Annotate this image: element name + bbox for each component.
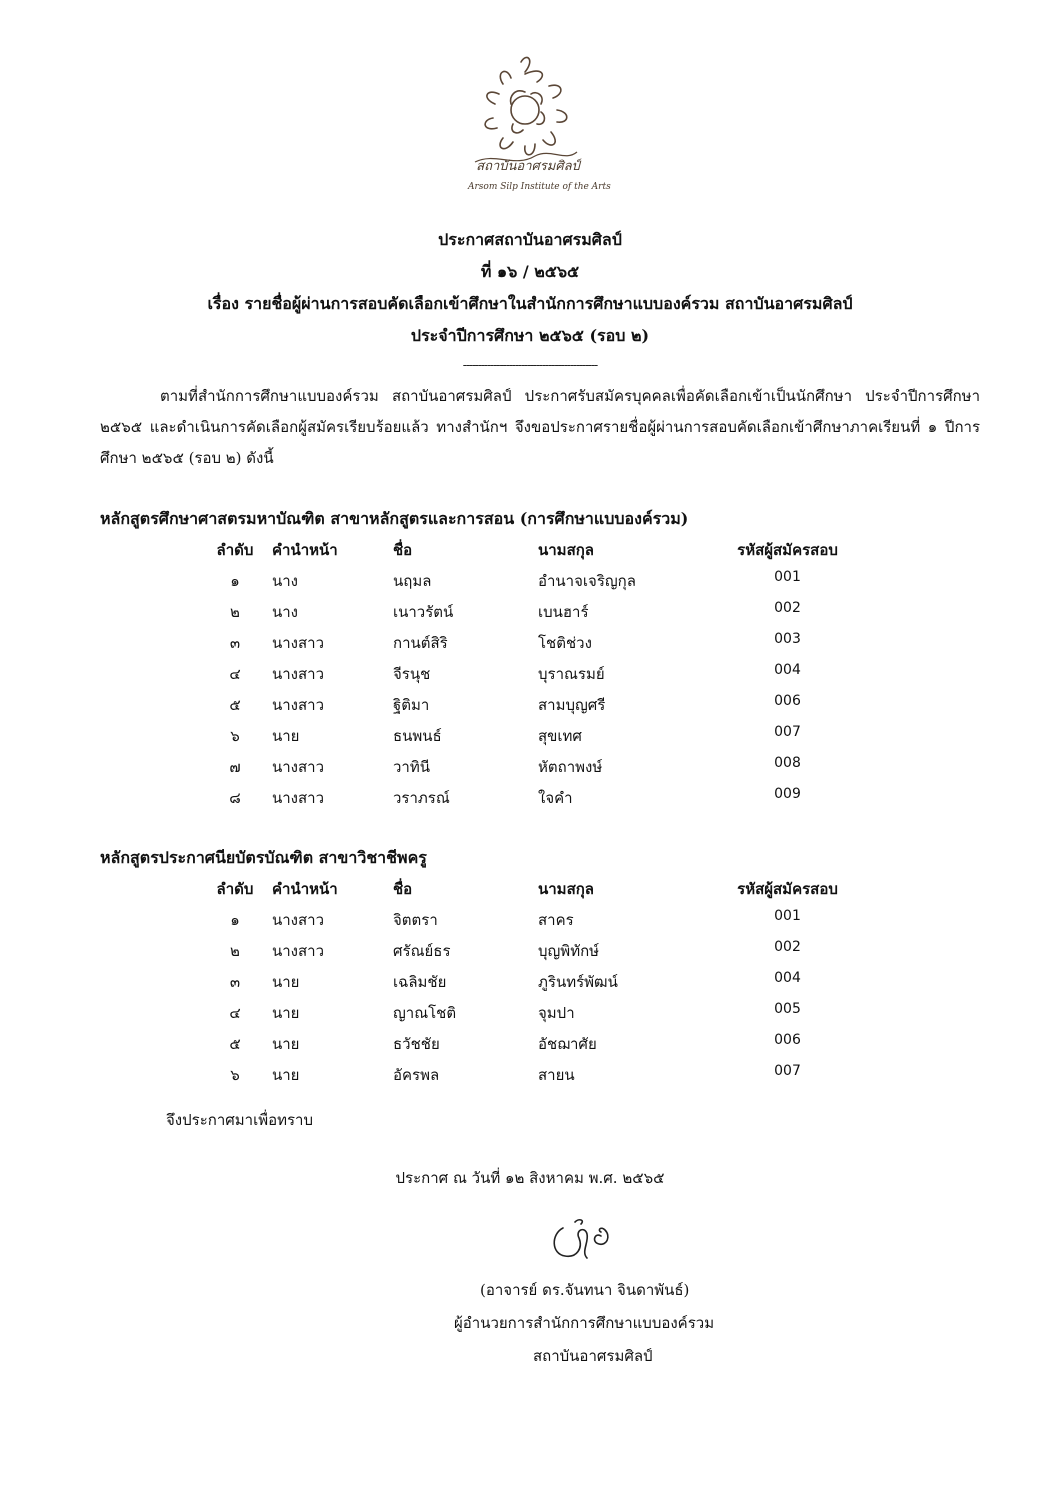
announcement-title: ประกาศสถาบันอาศรมศิลป์ [438, 230, 622, 249]
cell-code: 004 [774, 970, 801, 986]
cell-code: 002 [774, 939, 801, 955]
cell-no: ๑ [230, 572, 240, 590]
cell-title: นาย [272, 727, 300, 745]
cell-code: 002 [774, 600, 801, 616]
cell-no: ๗ [229, 758, 241, 776]
cell-surname: เบนฮาร์ [538, 603, 589, 621]
cell-title: นาง [272, 572, 299, 590]
signer-organization: สถาบันอาศรมศิลป์ [533, 1347, 653, 1365]
table-row [0, 970, 1060, 1001]
table-row [0, 908, 1060, 939]
announcement-subject: เรื่อง รายชื่อผู้ผ่านการสอบคัดเลือกเข้าศึกษาในสำนักการศึกษาแบบองค์รวม สถาบันอาศรมศิลป์ [207, 294, 853, 313]
cell-name: นฤมล [393, 572, 432, 590]
cell-title: นางสาว [272, 911, 325, 929]
section2-title: หลักสูตรประกาศนียบัตรบัณฑิต สาขาวิชาชีพครู [100, 848, 427, 867]
cell-code: 004 [774, 662, 801, 678]
cell-surname: อำนาจเจริญกุล [538, 572, 636, 590]
cell-title: นางสาว [272, 942, 325, 960]
cell-code: 003 [774, 631, 801, 647]
cell-surname: จุมปา [538, 1004, 575, 1022]
cell-name: ศรัณย์ธร [393, 942, 451, 960]
cell-name: ธวัชชัย [393, 1035, 440, 1053]
cell-surname: สามบุญศรี [538, 696, 606, 714]
table-row [0, 1032, 1060, 1063]
cell-code: 009 [774, 786, 801, 802]
cell-surname: บุราณรมย์ [538, 665, 605, 683]
cell-title: นาย [272, 1035, 300, 1053]
col-header-surname: นามสกุล [538, 880, 594, 898]
cell-name: จิตตรา [393, 911, 438, 929]
cell-title: นาย [272, 1066, 300, 1084]
cell-name: เนาวรัตน์ [393, 603, 454, 621]
cell-no: ๓ [229, 973, 241, 991]
cell-surname: ภูรินทร์พัฒน์ [538, 973, 618, 991]
logo-text-english: Arsom Silp Institute of the Arts [468, 182, 611, 192]
cell-no: ๔ [229, 1004, 241, 1022]
cell-title: นางสาว [272, 634, 325, 652]
table-row [0, 1063, 1060, 1094]
table-row [0, 786, 1060, 817]
table-row [0, 693, 1060, 724]
cell-title: นางสาว [272, 789, 325, 807]
col-header-title: คำนำหน้า [272, 880, 338, 898]
announcement-date: ประกาศ ณ วันที่ ๑๒ สิงหาคม พ.ศ. ๒๕๖๕ [395, 1169, 665, 1187]
table-row [0, 755, 1060, 786]
cell-surname: สายน [538, 1066, 575, 1084]
col-header-name: ชื่อ [393, 880, 413, 898]
cell-code: 006 [774, 1032, 801, 1048]
table-row [0, 600, 1060, 631]
closing-text: จึงประกาศมาเพื่อทราบ [166, 1111, 313, 1129]
cell-no: ๒ [230, 603, 240, 621]
table-row [0, 1001, 1060, 1032]
cell-name: วาทินี [393, 758, 430, 776]
cell-code: 007 [774, 724, 801, 740]
cell-title: นาย [272, 1004, 300, 1022]
table-row [0, 939, 1060, 970]
announcement-number: ที่ ๑๖ / ๒๕๖๕ [480, 262, 580, 281]
col-header-code: รหัสผู้สมัครสอบ [737, 541, 838, 559]
cell-title: นางสาว [272, 696, 325, 714]
cell-name: ฐิติมา [393, 696, 430, 714]
signer-name: (อาจารย์ ดร.จันทนา จินดาพันธ์) [480, 1281, 690, 1299]
cell-surname: อัชฌาศัย [538, 1035, 597, 1053]
cell-surname: ใจคำ [538, 789, 573, 807]
table-header-row [0, 877, 1060, 908]
cell-title: นางสาว [272, 665, 325, 683]
table-row [0, 662, 1060, 693]
cell-code: 006 [774, 693, 801, 709]
signer-position: ผู้อำนวยการสำนักการศึกษาแบบองค์รวม [454, 1314, 715, 1332]
table-row [0, 631, 1060, 662]
cell-no: ๖ [230, 1066, 240, 1084]
cell-code: 007 [774, 1063, 801, 1079]
cell-surname: โชติช่วง [538, 634, 592, 652]
section1-title: หลักสูตรศึกษาศาสตรมหาบัณฑิต สาขาหลักสูตรและการสอน (การศึกษาแบบองค์รวม) [100, 509, 689, 528]
cell-name: ธนพนธ์ [393, 727, 442, 745]
cell-name: จีรนุช [393, 665, 431, 683]
cell-surname: บุญพิทักษ์ [538, 942, 600, 960]
cell-no: ๕ [229, 696, 241, 714]
cell-no: ๘ [229, 789, 241, 807]
logo-text-thai: สถาบันอาศรมศิลป์ [476, 159, 580, 174]
separator-dashes: -------------------------------------------- [462, 358, 598, 372]
cell-code: 005 [774, 1001, 801, 1017]
table-row [0, 724, 1060, 755]
cell-surname: สุขเทศ [538, 727, 582, 745]
cell-code: 008 [774, 755, 801, 771]
cell-name: วราภรณ์ [393, 789, 450, 807]
cell-no: ๖ [230, 727, 240, 745]
cell-title: นาย [272, 973, 300, 991]
col-header-surname: นามสกุล [538, 541, 594, 559]
signature-image [545, 1210, 635, 1270]
cell-title: นางสาว [272, 758, 325, 776]
col-header-name: ชื่อ [393, 541, 413, 559]
cell-no: ๑ [230, 911, 240, 929]
announcement-academic-year: ประจำปีการศึกษา ๒๕๖๕ (รอบ ๒) [410, 326, 650, 345]
cell-no: ๔ [229, 665, 241, 683]
cell-code: 001 [774, 569, 801, 585]
col-header-no: ลำดับ [216, 880, 254, 898]
cell-name: ญาณโชติ [393, 1004, 457, 1022]
cell-name: เฉลิมชัย [393, 973, 447, 991]
table-row [0, 569, 1060, 600]
cell-no: ๓ [229, 634, 241, 652]
table-header-row [0, 538, 1060, 569]
cell-no: ๕ [229, 1035, 241, 1053]
cell-title: นาง [272, 603, 299, 621]
col-header-code: รหัสผู้สมัครสอบ [737, 880, 838, 898]
institute-logo [465, 52, 585, 202]
col-header-title: คำนำหน้า [272, 541, 338, 559]
cell-no: ๒ [230, 942, 240, 960]
cell-name: กานต์สิริ [393, 634, 448, 652]
cell-surname: สาคร [538, 911, 574, 929]
cell-surname: หัตถาพงษ์ [538, 758, 603, 776]
cell-name: อัครพล [393, 1066, 440, 1084]
col-header-no: ลำดับ [216, 541, 254, 559]
intro-paragraph: ตามที่สำนักการศึกษาแบบองค์รวม สถาบันอาศรมศิลป์ ประกาศรับสมัครบุคคลเพื่อคัดเลือกเข้าเป็นนักศึกษา ประจำปีการศึกษา ๒๕๖๕ และดำเนินการคัดเลือกผู้สมัครเรียบร้อยแล้ว ทางสำนักฯ จึงขอประกาศรายชื่อผู้ผ่านการสอบคัดเลือกเข้าศึกษาภาคเรียนที่ ๑ ปีการศึกษา ๒๕๖๕ (รอบ ๒) ดังนี้ [100, 387, 980, 467]
cell-code: 001 [774, 908, 801, 924]
